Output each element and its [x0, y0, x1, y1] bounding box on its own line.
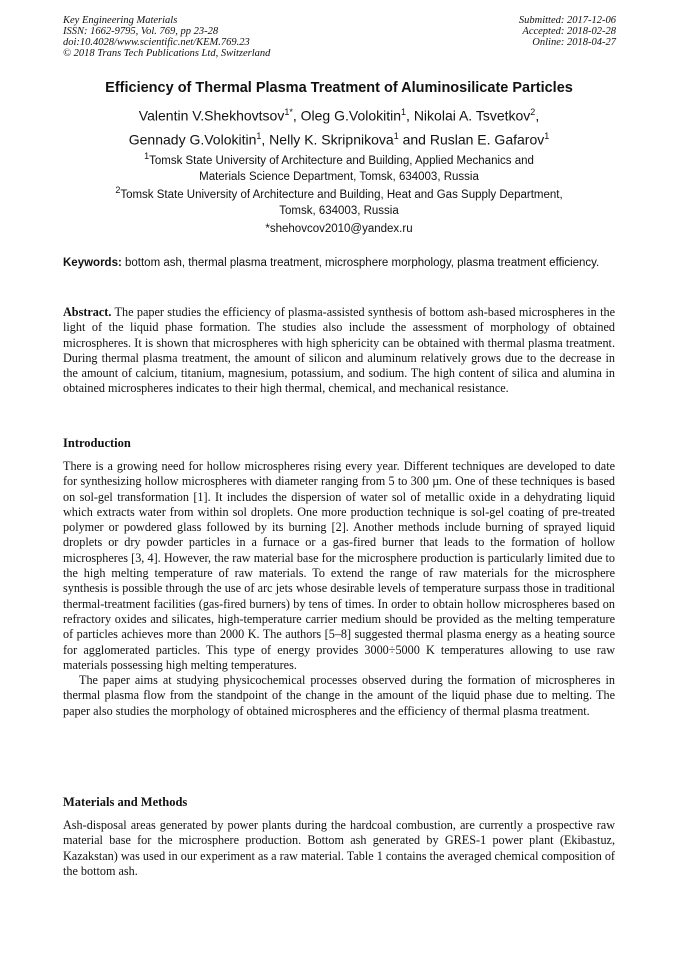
keywords-text: bottom ash, thermal plasma treatment, microsphere morphology, plasma treatment efficiency.: [121, 257, 600, 269]
keywords-label: Keywords:: [63, 257, 122, 269]
abstract: [63, 305, 615, 397]
journal-info: [63, 15, 363, 59]
paragraph: Ash-disposal areas generated by power plants during the hardcoal combustion, are currently a prospective raw material base for the microsphere production. Bottom ash generated by GRES-1 power plant (Ekibastuz, Kazakstan) was used in our experiment as a raw material. Table 1 contains the averaged chemical composition of the bottom ash.: [63, 818, 615, 878]
submission-dates: [416, 15, 616, 48]
journal-doi: doi:10.4028/www.scientific.net/KEM.769.23: [63, 37, 250, 48]
section-heading-introduction: Introduction: [63, 436, 131, 450]
introduction-body: [63, 459, 615, 719]
keywords: [63, 256, 615, 271]
section-heading-materials-methods: Materials and Methods: [63, 795, 188, 809]
affiliation-2: [60, 182, 618, 219]
journal-issn: ISSN: 1662-9795, Vol. 769, pp 23-28: [63, 26, 219, 37]
corresponding-email[interactable]: *shehovcov2010@yandex.ru: [265, 223, 413, 235]
materials-methods-body: [63, 818, 615, 879]
abstract-text: The paper studies the efficiency of plasma-assisted synthesis of bottom ash-based microspheres in the light of the liquid phase formation. The studies also include the assessment of morphology of obtained microspheres. It is shown that microspheres with high sphericity can be obtained with thermal plasma treatment. During thermal plasma treatment, the amount of silicon and aluminum relatively grows due to the decrease in the amount of calcium, titanium, magnesium, potassium, and sodium. The high content of silica and alumina in obtained microspheres indicates to their high thermal, chemical, and mechanical resistance.: [63, 305, 615, 396]
author-name: , Oleg G.Volokitin: [292, 107, 402, 124]
author-affil-mark: 1: [256, 130, 262, 141]
author-affil-mark: 1: [401, 107, 407, 117]
journal-copyright: © 2018 Trans Tech Publications Ltd, Switzerland: [63, 48, 271, 59]
author-affil-mark: 1: [393, 130, 399, 141]
affiliation-mark: 2: [115, 185, 121, 195]
paragraph: There is a growing need for hollow microspheres rising every year. Different techniques are developed to date for synthesizing hollow microspheres with diameter ranging from 5 to 300 µm. One of these techniques is based on sol-gel transformation [1]. It includes the dispersion of water sol of metallic oxide in a dehydrating liquid which extracts water from within sol droplets. One more production technique is sol-gel coating of pre-treated polymer or powdered glass followed by its burning [2]. Another methods include burning of sprayed liquid droplets or dry powder particles in a furnace or a gas-fired burner that leads to the formation of hollow microspheres [3, 4]. However, the raw material base for the microsphere production is particularly limited due to the high melting temperature of raw materials. To extend the range of raw materials for the microsphere synthesis is possible through the use of arc jets whose desirable levels of temperature surpass those in traditional thermal-treatment facilities (gas-fired burners) by tens of times. In order to obtain hollow microspheres based on refractory oxides and silicates, high-temperature carrier medium should be provided as the melting temperature of particles achieves more than 2000 K. The authors [5–8] suggested thermal plasma energy as a heating source for agglomerated particles. This type of energy provides 3000÷5000 K temperatures allowing to use raw materials possessing high melting temperatures.: [63, 459, 615, 672]
author-affil-mark: 1*: [284, 107, 293, 117]
affiliation-line: Materials Science Department, Tomsk, 634003, Russia: [199, 170, 479, 183]
author-list: [40, 102, 638, 149]
paper-title: Efficiency of Thermal Plasma Treatment of Aluminosilicate Particles: [105, 80, 573, 96]
author-name: , Nikolai A. Tsvetkov: [406, 107, 531, 124]
author-affil-mark: 2: [530, 107, 536, 117]
paragraph: The paper aims at studying physicochemical processes observed during the formation of microspheres in thermal plasma flow from the standpoint of the change in the amount of the liquid phase due to melting. The paper also studies the morphology of obtained microspheres and the efficiency of thermal plasma treatment.: [63, 673, 615, 718]
author-name: , Nelly K. Skripnikova: [261, 131, 394, 148]
affiliation-line: Tomsk State University of Architecture and Building, Applied Mechanics and: [149, 154, 534, 167]
affiliation-line: Tomsk State University of Architecture and Building, Heat and Gas Supply Department,: [120, 188, 563, 201]
affiliation-mark: 1: [144, 151, 150, 161]
affiliation-line: Tomsk, 634003, Russia: [279, 204, 399, 217]
submitted-date: Submitted: 2017-12-06: [518, 15, 616, 26]
online-date: Online: 2018-04-27: [532, 37, 616, 48]
author-affil-mark: 1: [544, 130, 550, 141]
accepted-date: Accepted: 2018-02-28: [522, 26, 616, 37]
abstract-label: Abstract.: [63, 305, 112, 319]
author-name: and Ruslan E. Gafarov: [398, 131, 545, 148]
author-name: Gennady G.Volokitin: [128, 131, 257, 148]
journal-name: Key Engineering Materials: [63, 15, 178, 26]
affiliation-1: [60, 148, 618, 185]
author-name: Valentin V.Shekhovtsov: [138, 107, 285, 124]
author-separator: ,: [535, 107, 540, 124]
